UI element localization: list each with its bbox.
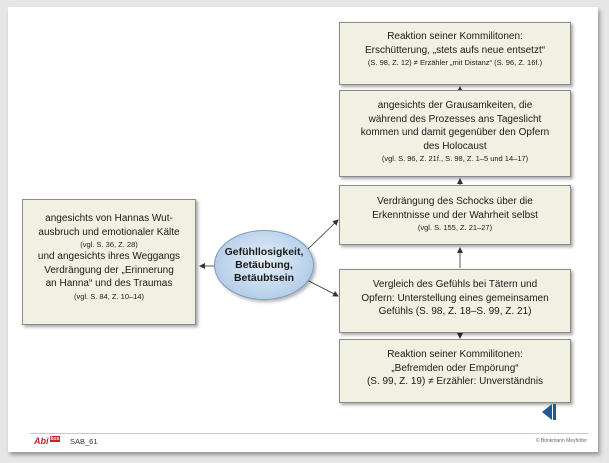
text-line: Reaktion seiner Kommilitonen:	[387, 349, 523, 360]
box-repression	[339, 185, 571, 245]
text-line: kommen und damit gegenüber den Opfern	[360, 127, 550, 138]
text-line: Opfern: Unterstellung eines gemeinsamen	[361, 292, 549, 304]
box-comparison	[339, 269, 571, 333]
reference-text: (vgl. S. 155, Z. 21–27)	[417, 223, 493, 232]
arrow-to-box-3	[307, 220, 338, 250]
central-concept-ellipse	[214, 230, 314, 300]
copyright-text: © Brinkmann Meyhöfer	[535, 438, 587, 444]
text-line: Reaktion seiner Kommilitonen:	[387, 31, 523, 42]
reference-text: (S. 98, Z. 12) ≠ Erzähler „mit Distanz“ (S. 96, Z. 16f.)	[367, 58, 543, 67]
arrow-to-box-4	[307, 280, 338, 296]
box-reaction-shock	[339, 22, 571, 85]
logo-badge: box	[50, 436, 60, 442]
text-line: Verdrängung der „Erinnerung	[44, 264, 174, 276]
central-concept-line: Betäubtsein	[233, 271, 295, 284]
text-line: Gefühls (S. 98, Z. 18–S. 99, Z. 21)	[378, 306, 532, 317]
box-left-hanna	[22, 199, 196, 325]
text-line: angesichts von Hannas Wut-	[45, 213, 173, 224]
reference-text: (vgl. S. 84, Z. 10–14)	[73, 291, 145, 301]
text-line: während des Prozesses ans Tageslicht	[368, 113, 542, 125]
box-reaction-indignation	[339, 339, 571, 403]
logo-text: Abi	[34, 436, 49, 446]
abi-logo	[34, 436, 60, 446]
text-line: „Befremden oder Empörung“	[391, 362, 519, 374]
text-line: (S. 99, Z. 19) ≠ Erzähler: Unverständnis	[366, 376, 544, 387]
text-line: und angesichts ihres Weggangs	[37, 251, 181, 262]
central-concept-line: Gefühllosigkeit,	[224, 245, 304, 258]
box-atrocities	[339, 90, 571, 177]
central-concept-line: Betäubung,	[235, 258, 293, 271]
text-line: angesichts der Grausamkeiten, die	[377, 100, 533, 111]
reference-text: (vgl. S. 96, Z. 21f., S. 98, Z. 1–5 und 14–17)	[381, 154, 529, 163]
text-line: ausbruch und emotionaler Kälte	[38, 226, 180, 238]
text-line: Vergleich des Gefühls bei Tätern und	[372, 279, 538, 290]
text-line: Erschütterung, „stets aufs neue entsetzt“	[364, 44, 546, 56]
back-button[interactable]	[540, 403, 558, 421]
text-line: Erkenntnisse und der Wahrheit selbst	[372, 209, 538, 221]
text-line: des Holocaust	[423, 140, 487, 152]
text-line: an Hanna“ und des Traumas	[45, 278, 173, 289]
text-line: Verdrängung des Schocks über die	[377, 196, 533, 207]
page-code: SAB_61	[70, 437, 98, 446]
reference-text: (vgl. S. 36, Z. 28)	[80, 240, 138, 249]
footer-divider	[30, 433, 588, 434]
triangle-left-icon	[540, 403, 558, 421]
